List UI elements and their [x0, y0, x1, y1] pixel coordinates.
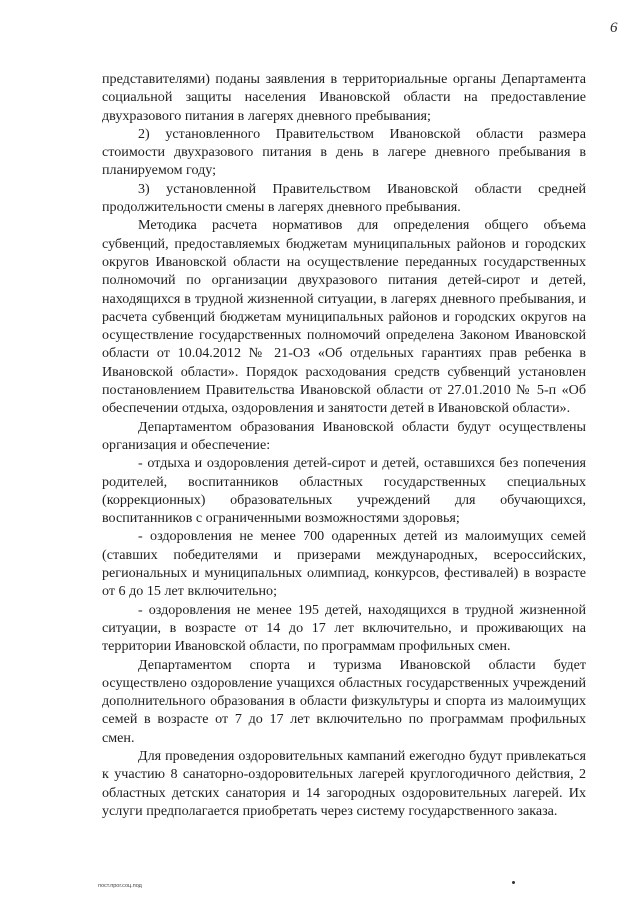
list-item-difficult-situation: - оздоровления не менее 195 детей, находящихся в трудной жизненной ситуации, в возрасте от 14 до 17 лет включительно, и проживающих на территории Ивановской области, по программам профильных смен. — [102, 601, 586, 655]
list-item-orphans-recreation: - отдыха и оздоровления детей-сирот и детей, оставшихся без попечения родителей, воспитанников областных государственных специальных (коррекционных) образовательных учреждений для обучающихся, воспитанников с ограниченными возможностями здоровья; — [102, 455, 586, 527]
paragraph-sport-department: Департаментом спорта и туризма Ивановской области будет осуществлено оздоровление учащихся областных государственных учреждений дополнительного образования в области физкультуры и спорта из малоимущих семей в возрасте от 7 до 17 лет включительно по программам профильных смен. — [102, 656, 586, 746]
page-number: 6 — [610, 20, 618, 36]
paragraph-health-camps: Для проведения оздоровительных кампаний ежегодно будут привлекаться к участию 8 санаторно-оздоровительных лагерей круглогодичного действия, 2 областных детских санатория и 14 загородных оздоровительных лагерей. Их услуги предполагается приобретать через систему государственного заказа. — [102, 747, 586, 819]
paragraph-applications-continuation: представителями) поданы заявления в территориальные органы Департамента социальной защиты населения Ивановской области на предоставление двухразового питания в лагерях дневного пребывания; — [102, 71, 586, 124]
paragraph-education-department: Департаментом образования Ивановской области будут осуществлены организация и обеспечение: — [102, 418, 586, 453]
list-item-gifted-children: - оздоровления не менее 700 одаренных детей из малоимущих семей (ставших победителями и призерами международных, всероссийских, региональных и муниципальных олимпиад, конкурсов, фестивалей) в возрасте от 6 до 15 лет включительно; — [102, 528, 586, 600]
ink-dot-mark — [512, 881, 515, 884]
document-body — [102, 70, 586, 820]
paragraph-methodology: Методика расчета нормативов для определения общего объема субвенций, предоставляемых бюджетам муниципальных районов и городских округов Ивановской области на осуществление переданных государственных полномочий по организации двухразового питания детей-сирот и детей, находящихся в трудной жизненной ситуации, в лагерях дневного пребывания, и расчета субвенций бюджетам муниципальных районов и городских округов на осуществление государственных полномочий определена Законом Ивановской области от 10.04.2012 № 21-ОЗ «Об отдельных гарантиях прав ребенка в Ивановской области». Порядок расходования средств субвенций установлен постановлением Правительства Ивановской области от 27.01.2010 № 5-п «Об обеспечении отдыха, оздоровления и занятости детей в Ивановской области». — [102, 217, 586, 417]
footer-file-code: пост.прог.соц.под — [98, 883, 142, 889]
paragraph-item-2-meal-cost: 2) установленного Правительством Ивановской области размера стоимости двухразового питания в день в лагере дневного пребывания в планируемом году; — [102, 125, 586, 179]
paragraph-item-3-shift-duration: 3) установленной Правительством Ивановской области средней продолжительности смены в лагерях дневного пребывания. — [102, 180, 586, 216]
